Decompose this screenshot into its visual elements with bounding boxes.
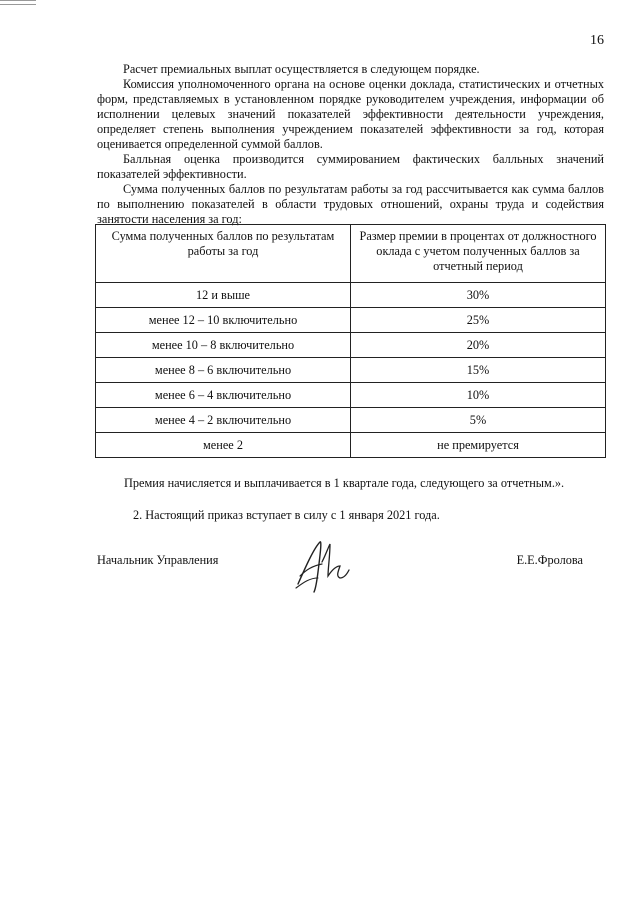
signer-name: Е.Е.Фролова: [516, 553, 583, 567]
paragraph-score-evaluation: Балльная оценка производится суммированием фактических балльных значений показателей эффективности.: [97, 152, 604, 181]
body-text: [97, 62, 604, 227]
table-header-row: [96, 225, 606, 283]
scan-corner-mark: [0, 0, 36, 5]
table-cell-bonus: 5%: [351, 408, 606, 433]
table-cell-bonus: 15%: [351, 358, 606, 383]
table-row: [96, 283, 606, 308]
bonus-table: [95, 224, 606, 458]
table-cell-score: менее 6 – 4 включительно: [96, 383, 351, 408]
paragraph-calculation-order: Расчет премиальных выплат осуществляется в следующем порядке.: [123, 62, 480, 76]
table-cell-score: менее 2: [96, 433, 351, 458]
table-row: [96, 308, 606, 333]
table-row: [96, 408, 606, 433]
table-cell-score: менее 4 – 2 включительно: [96, 408, 351, 433]
table-row: [96, 333, 606, 358]
table-cell-score: 12 и выше: [96, 283, 351, 308]
table-cell-bonus: 10%: [351, 383, 606, 408]
closing-text: Премия начисляется и выплачивается в 1 квартале года, следующего за отчетным.».: [124, 476, 565, 490]
table-cell-score: менее 12 – 10 включительно: [96, 308, 351, 333]
table-cell-score: менее 8 – 6 включительно: [96, 358, 351, 383]
paragraph-score-sum: Сумма полученных баллов по результатам работы за год рассчитывается как сумма баллов по выполнению показателей в области трудовых отношений, охраны труда и содействия занятости населения за год:: [97, 182, 604, 226]
table-header-bonus: Размер премии в процентах от должностного оклада с учетом полученных баллов за отчетный период: [351, 225, 606, 283]
decree-text: 2. Настоящий приказ вступает в силу с 1 января 2021 года.: [133, 508, 440, 522]
handwritten-signature: [292, 536, 352, 596]
paragraph-commission: Комиссия уполномоченного органа на основе оценки доклада, статистических и отчетных форм, представляемых в установленном порядке руководителем учреждения, информации об исполнении целевых значений показателей эффективности деятельности учреждения, определяет степень выполнения учреждением показателей эффективности за год, которая оценивается определенной суммой баллов.: [97, 77, 604, 151]
table-cell-bonus: не премируется: [351, 433, 606, 458]
table-row: [96, 433, 606, 458]
table-row: [96, 358, 606, 383]
table-row: [96, 383, 606, 408]
table-header-score: Сумма полученных баллов по результатам работы за год: [96, 225, 351, 283]
table-cell-score: менее 10 – 8 включительно: [96, 333, 351, 358]
signer-title: Начальник Управления: [97, 553, 219, 567]
table-cell-bonus: 30%: [351, 283, 606, 308]
table-cell-bonus: 25%: [351, 308, 606, 333]
page-number: 16: [590, 33, 604, 48]
table-cell-bonus: 20%: [351, 333, 606, 358]
